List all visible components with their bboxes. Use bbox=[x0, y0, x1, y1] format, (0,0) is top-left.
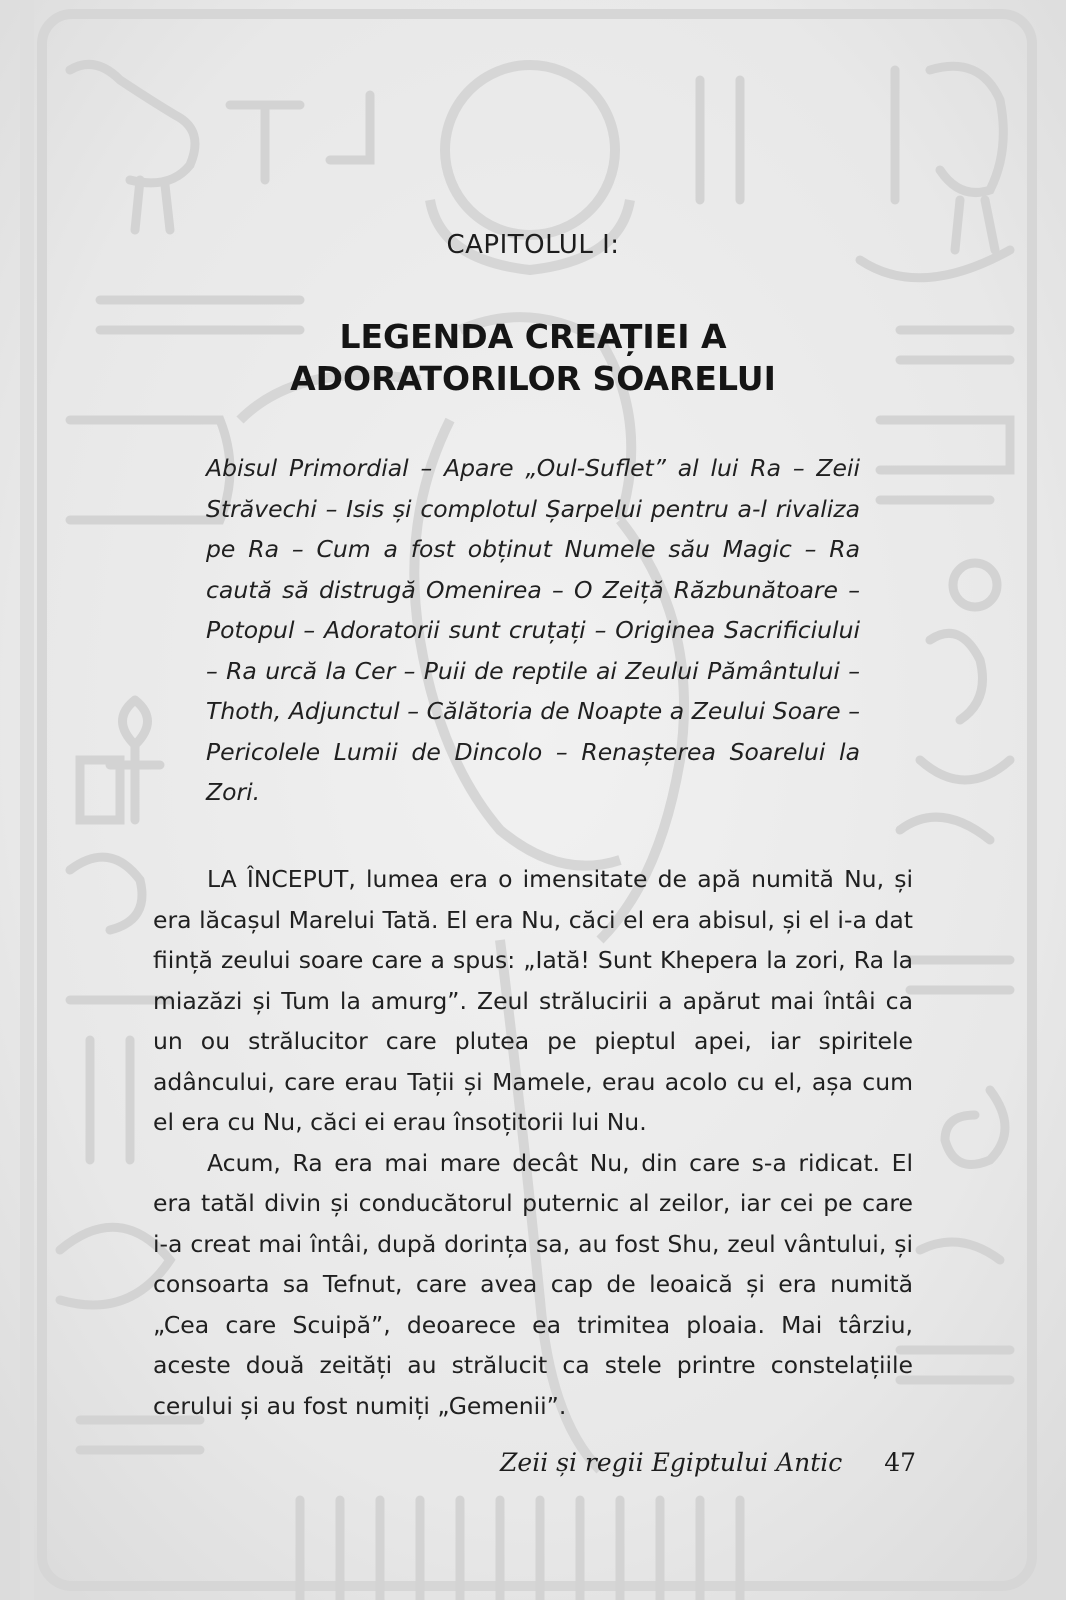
page-footer bbox=[500, 1448, 916, 1477]
chapter-title-line-2: ADORATORILOR SOARELUI bbox=[290, 359, 776, 398]
chapter-title-line-1: LEGENDA CREAȚIEI A bbox=[339, 317, 727, 356]
page-number: 47 bbox=[884, 1448, 916, 1477]
body-text bbox=[153, 859, 913, 1426]
chapter-summary: Abisul Primordial – Apare „Oul-Suflet” al lui Ra – Zeii Străvechi – Isis și complotul Șarpelui pentru a-l rivaliza pe Ra – Cum a fost obținut Numele său Magic – Ra caută să distrugă Omenirea – O Zeiță Răzbunătoare – Potopul – Adoratorii sunt cruțați – Originea Sacrificiului – Ra urcă la Cer – Puii de reptile ai Zeului Pământului – Thoth, Adjunctul – Călătoria de Noapte a Zeului Soare – Pericolele Lumii de Dincolo – Renașterea Soarelui la Zori. bbox=[206, 454, 860, 806]
running-book-title: Zeii și regii Egiptului Antic bbox=[500, 1448, 843, 1477]
paragraph: Acum, Ra era mai mare decât Nu, din care s-a ridicat. El era tatăl divin și conducătorul puternic al zeilor, iar cei pe care i-a creat mai întâi, după dorința sa, au fost Shu, zeul vântului, și consoarta sa Tefnut, care avea cap de leoaică și era numită „Cea care Scuipă”, deoarece ea trimitea ploaia. Mai târziu, aceste două zeități au strălucit ca stele printre constelațiile cerului și au fost numiți „Gemenii”. bbox=[153, 1148, 913, 1420]
chapter-title bbox=[0, 316, 1066, 400]
chapter-label: CAPITOLUL I: bbox=[446, 230, 620, 260]
paragraph: LA ÎNCEPUT, lumea era o imensitate de apă numită Nu, și era lăcașul Marelui Tată. El era Nu, căci el era abisul, și el i-a dat ființă zeului soare care a spus: „Iată! Sunt Khepera la zori, Ra la miazăzi și Tum la amurg”. Zeul strălucirii a apărut mai întâi ca un ou strălucitor care plutea pe pieptul apei, iar spiritele adâncului, care erau Tații și Mamele, erau acolo cu el, așa cum el era cu Nu, căci ei erau însoțitorii lui Nu. bbox=[153, 865, 913, 1136]
